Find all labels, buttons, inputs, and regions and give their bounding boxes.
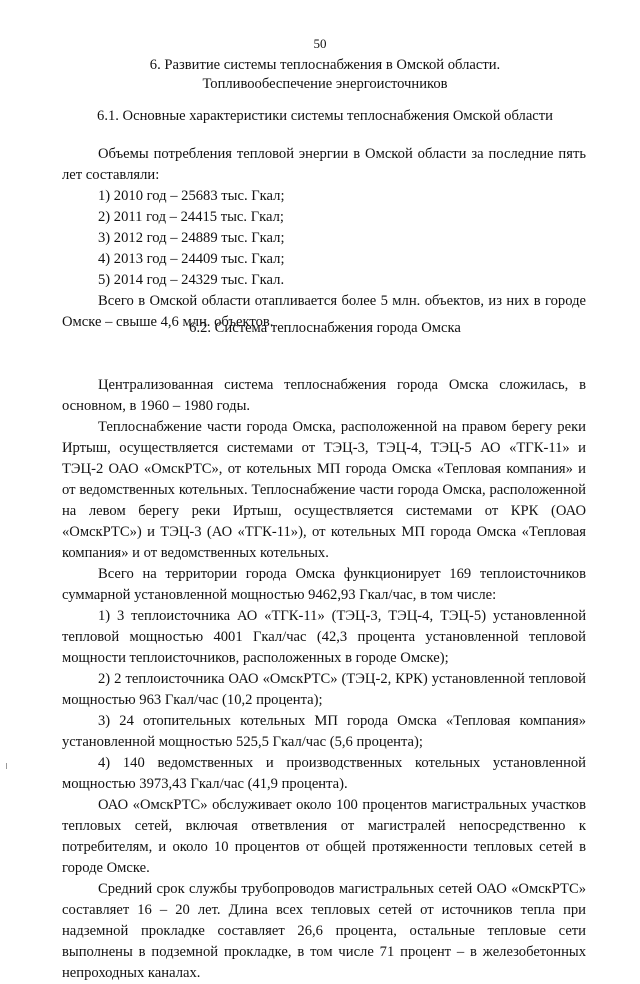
heat-supply-paragraph: Теплоснабжение части города Омска, расположенной на правом берегу реки Иртыш, осуществляется системами от ТЭЦ-3, ТЭЦ-4, ТЭЦ-5 АО «ТГК-11» и ТЭЦ-2 ОАО «ОмскРТС», от котельных МП города Омска «Тепловая компания» и от ведомственных котельных. Теплоснабжение части города Омска, расположенной на левом берегу реки Иртыш, осуществляется системами от КРК (ОАО «ОмскРТС») и ТЭЦ-3 (АО «ТГК-11»), от котельных МП города Омска «Тепловая компания» и от ведомственных котельных. bbox=[62, 419, 586, 561]
section-6-title bbox=[110, 56, 540, 94]
consumption-intro: Объемы потребления тепловой энергии в Омской области за последние пять лет составляли: bbox=[62, 146, 586, 183]
section-6-title-line1: 6. Развитие системы теплоснабжения в Омской области. bbox=[149, 57, 501, 73]
networks-service-paragraph: ОАО «ОмскРТС» обслуживает около 100 процентов магистральных участков тепловых сетей, включая ответвления от магистралей непосредственно к потребителям, и около 10 процентов от общей протяженности тепловых сетей в городе Омске. bbox=[62, 797, 586, 876]
heat-source-item-3: 3) 24 отопительных котельных МП города Омска «Тепловая компания» установленной мощностью 525,5 Гкал/час (5,6 процента); bbox=[62, 713, 586, 750]
section-6-1-heading: 6.1. Основные характеристики системы теплоснабжения Омской области bbox=[97, 108, 553, 124]
section-6-2-body bbox=[62, 375, 586, 984]
consumption-item-2013: 4) 2013 год – 24409 тыс. Гкал; bbox=[98, 251, 285, 267]
section-6-2-heading: 6.2. Система теплоснабжения города Омска bbox=[189, 320, 461, 336]
heat-source-item-2: 2) 2 теплоисточника ОАО «ОмскРТС» (ТЭЦ-2, КРК) установленной тепловой мощностью 963 Гкал/час (10,2 процента); bbox=[62, 671, 586, 708]
margin-mark bbox=[6, 763, 10, 769]
consumption-item-2014: 5) 2014 год – 24329 тыс. Гкал. bbox=[98, 272, 285, 288]
page-number: 50 bbox=[313, 36, 327, 51]
consumption-item-2010: 1) 2010 год – 25683 тыс. Гкал; bbox=[98, 188, 285, 204]
consumption-item-2012: 3) 2012 год – 24889 тыс. Гкал; bbox=[98, 230, 285, 246]
heat-source-item-4: 4) 140 ведомственных и производственных котельных установленной мощностью 3973,43 Гкал/час (41,9 процента). bbox=[62, 755, 586, 792]
heat-source-item-1: 1) 3 теплоисточника АО «ТГК-11» (ТЭЦ-3, ТЭЦ-4, ТЭЦ-5) установленной тепловой мощностью 4001 Гкал/час (42,3 процента установленной тепловой мощности теплоисточников, расположенных в городе Омске); bbox=[62, 608, 586, 666]
section-6-title-line2: Топливообеспечение энергоисточников bbox=[202, 76, 448, 92]
objects-summary: Всего в Омской области отапливается более 5 млн. объектов, из них в городе Омске – свыше 4,6 млн. объектов. bbox=[62, 293, 586, 330]
section-6-1-body bbox=[62, 144, 586, 333]
history-paragraph: Централизованная система теплоснабжения города Омска сложилась, в основном, в 1960 – 1980 годы. bbox=[62, 377, 586, 414]
heat-sources-paragraph: Всего на территории города Омска функционирует 169 теплоисточников суммарной установленной мощностью 9462,93 Гкал/час, в том числе: bbox=[62, 566, 586, 603]
consumption-item-2011: 2) 2011 год – 24415 тыс. Гкал; bbox=[98, 209, 284, 225]
pipeline-lifetime-paragraph: Средний срок службы трубопроводов магистральных сетей ОАО «ОмскРТС» составляет 16 – 20 лет. Длина всех тепловых сетей от источников тепла при надземной прокладке составляет 26,6 процента, остальные тепловые сети выполнены в подземной прокладке, в том числе 71 процент – в железобетонных непроходных каналах. bbox=[62, 881, 586, 981]
